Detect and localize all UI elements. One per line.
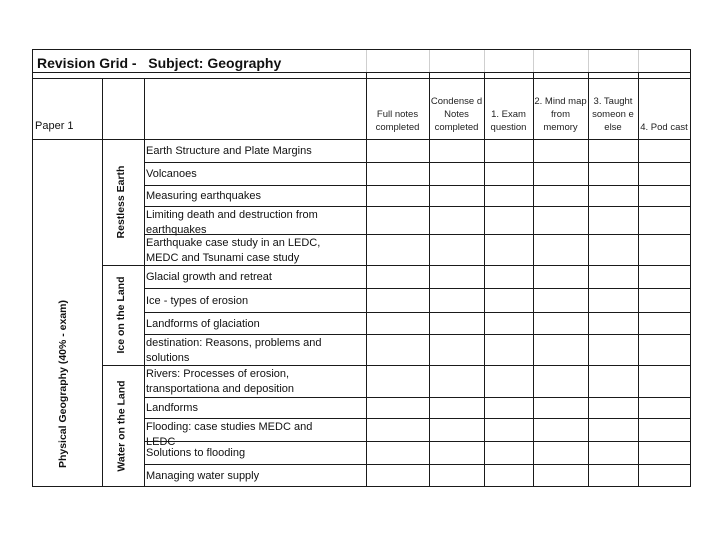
topic-cell <box>146 144 364 159</box>
title-col-gridline <box>533 49 534 74</box>
topic-line: Managing water supply <box>146 470 260 482</box>
topic-line: Earth Structure and Plate Margins <box>146 145 312 157</box>
topic-line: Flooding: case studies MEDC and <box>146 421 313 433</box>
group-label: Restless Earth <box>115 165 127 239</box>
topic-line: Measuring earthquakes <box>146 190 261 202</box>
topic-cell <box>146 367 364 397</box>
divider-topic-col <box>144 78 145 486</box>
topic-line: Solutions to flooding <box>146 447 246 459</box>
topic-line: transportationa and deposition <box>146 383 294 395</box>
title-divider <box>32 72 366 73</box>
topic-cell <box>146 294 364 309</box>
column-header: 3. Taught someon e else <box>592 96 634 133</box>
topic-line: Landforms of glaciation <box>146 318 260 330</box>
column-header: 1. Exam question <box>490 109 527 133</box>
topic-cell <box>146 469 364 484</box>
topic-cell <box>146 336 364 366</box>
divider-group-col <box>102 78 103 486</box>
topic-line: Limiting death and destruction from <box>146 209 318 221</box>
column-header: Condense d Notes completed <box>430 96 483 133</box>
row-divider <box>144 162 690 163</box>
group-divider <box>102 365 144 366</box>
border-right <box>690 49 691 487</box>
row-divider <box>144 288 690 289</box>
topic-line: earthquakes <box>146 224 207 236</box>
topic-cell <box>146 446 364 461</box>
topic-cell <box>146 401 364 416</box>
row-divider <box>144 464 690 465</box>
row-divider <box>144 334 690 335</box>
topic-cell <box>146 189 364 204</box>
row-divider <box>144 397 690 398</box>
topic-line: LEDC <box>146 436 176 448</box>
divider-check-col <box>484 72 485 486</box>
section-label: Physical Geography (40% - exam) <box>57 299 69 469</box>
topic-line: solutions <box>146 352 190 364</box>
title-col-gridline <box>588 49 589 74</box>
title-col-gridline <box>638 49 639 74</box>
divider-check-col <box>533 72 534 486</box>
divider-check-col <box>429 72 430 486</box>
topic-line: Ice - types of erosion <box>146 295 249 307</box>
topic-cell <box>146 270 364 285</box>
row-divider <box>144 418 690 419</box>
column-header: 2. Mind map from memory <box>534 96 587 133</box>
divider-check-col <box>366 72 367 486</box>
header-bottom <box>32 139 690 140</box>
row-divider <box>144 206 690 207</box>
topic-line: Landforms <box>146 402 198 414</box>
divider-check-col <box>638 72 639 486</box>
border-top <box>32 49 690 50</box>
topic-line: Volcanoes <box>146 168 197 180</box>
topic-cell <box>146 236 364 266</box>
header-top-right <box>366 72 690 73</box>
topic-line: MEDC and Tsunami case study <box>146 252 300 264</box>
group-divider <box>102 265 144 266</box>
row-divider <box>144 312 690 313</box>
topic-cell <box>146 317 364 332</box>
row-divider <box>144 185 690 186</box>
divider-check-col <box>588 72 589 486</box>
paper-label: Paper 1 <box>35 120 74 132</box>
topic-line: Earthquake case study in an LEDC, <box>146 237 321 249</box>
title-col-gridline <box>429 49 430 74</box>
column-header: 4. Pod cast <box>640 122 688 133</box>
group-label: Water on the Land <box>115 379 127 472</box>
group-label: Ice on the Land <box>115 276 127 354</box>
border-bottom <box>32 486 691 487</box>
title-col-gridline <box>366 49 367 74</box>
topic-line: Glacial growth and retreat <box>146 271 272 283</box>
topic-cell <box>146 208 364 238</box>
topic-line: Rivers: Processes of erosion, <box>146 368 290 380</box>
topic-cell <box>146 167 364 182</box>
column-header: Full notes completed <box>375 109 420 133</box>
border-left <box>32 49 33 486</box>
topic-line: destination: Reasons, problems and <box>146 337 322 349</box>
header-top <box>32 78 690 79</box>
title-col-gridline <box>484 49 485 74</box>
sheet-title: Revision Grid - Subject: Geography <box>37 55 282 71</box>
